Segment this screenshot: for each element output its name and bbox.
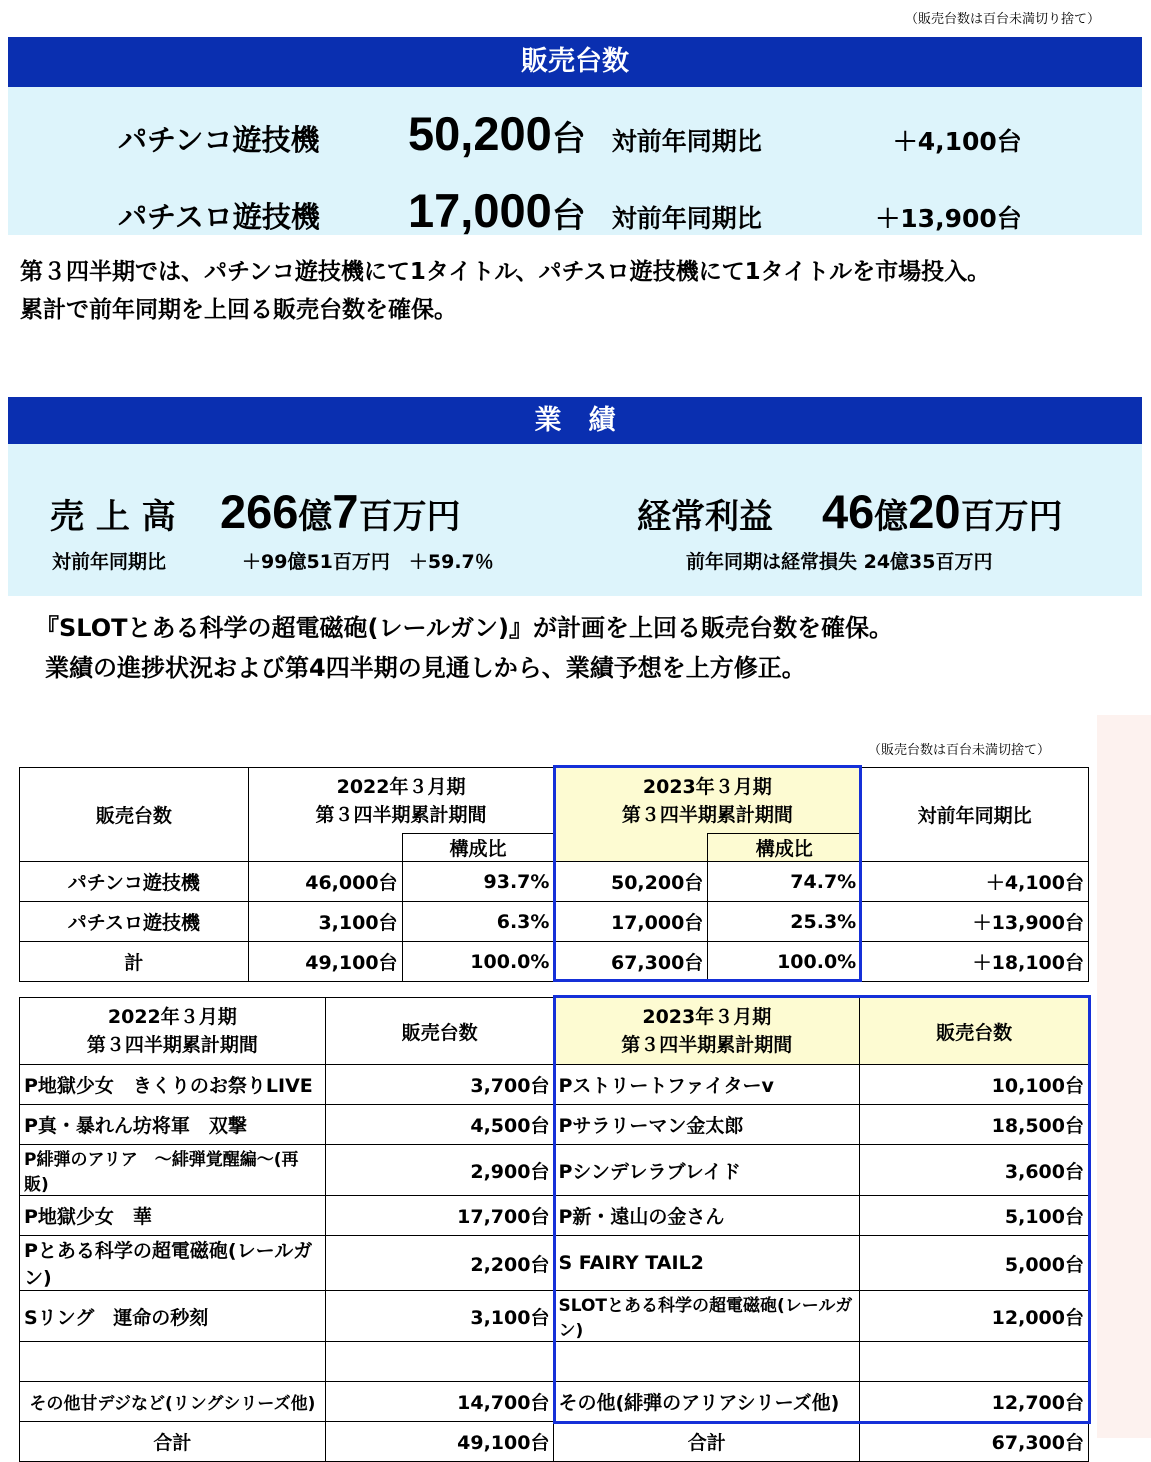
header-prev-ratio: 構成比 <box>402 834 554 862</box>
row-prev-units: 3,100台 <box>248 902 402 942</box>
table-row <box>20 862 1089 902</box>
row-prev-ratio: 6.3% <box>402 902 554 942</box>
lineup-header-prev-units: 販売台数 <box>325 998 554 1065</box>
header-cur-blank <box>554 834 708 862</box>
cur-units <box>860 1342 1089 1382</box>
row-cur-ratio: 74.7% <box>708 862 861 902</box>
cur-title: Pストリートファイターⅴ <box>554 1065 860 1105</box>
cur-title <box>554 1342 860 1382</box>
table-row <box>20 1342 1089 1382</box>
lineup-header-prev-period: 2022年３月期 第３四半期累計期間 <box>20 998 326 1065</box>
table-row <box>20 1382 1089 1422</box>
profit-label: 経常利益 <box>637 497 773 537</box>
prev-title: その他甘デジなど(リングシリーズ他) <box>20 1382 326 1422</box>
cur-units: 12,700台 <box>860 1382 1089 1422</box>
revenue-unit1: 億 <box>298 497 333 537</box>
cur-units: 5,000台 <box>860 1236 1089 1291</box>
results-section-header: 業 績 <box>8 397 1142 444</box>
row-yoy: ＋13,900台 <box>861 902 1089 942</box>
cur-units: 3,600台 <box>860 1145 1089 1196</box>
prev-units: 2,200台 <box>325 1236 554 1291</box>
sales-comment-line1: 第３四半期では、パチンコ遊技機にて1タイトル、パチスロ遊技機にて1タイトルを市場投入。 <box>20 259 991 285</box>
table-row <box>20 1065 1089 1105</box>
prev-units: 2,900台 <box>325 1145 554 1196</box>
sales-row-label: パチンコ遊技機 <box>118 123 320 157</box>
revenue-yoy <box>52 547 494 574</box>
prev-units: 3,700台 <box>325 1065 554 1105</box>
header-category: 販売台数 <box>20 768 249 862</box>
table-row <box>20 1105 1089 1145</box>
row-prev-ratio: 93.7% <box>402 862 554 902</box>
table-row <box>20 1236 1089 1291</box>
row-cur-units: 17,000台 <box>554 902 708 942</box>
profit-unit1: 億 <box>874 497 909 537</box>
table-row <box>20 902 1089 942</box>
sales-comment-line2: 累計で前年同期を上回る販売台数を確保。 <box>20 297 457 323</box>
sales-row-compare-value: ＋13,900台 <box>875 204 1022 233</box>
sales-row-pachinko <box>118 106 1022 161</box>
table-row <box>20 1291 1089 1342</box>
cur-title: Pシンデレラブレイド <box>554 1145 860 1196</box>
cur-title: P新・遠山の金さん <box>554 1196 860 1236</box>
table-row <box>20 1196 1089 1236</box>
table-rounding-note: （販売台数は百台未満切捨て） <box>868 743 1051 758</box>
results-comment <box>35 608 1135 688</box>
sales-row-unit: 台 <box>551 196 586 236</box>
lineup-header-cur-period: 2023年３月期 第３四半期累計期間 <box>554 998 860 1065</box>
revenue-num2: 7 <box>332 485 359 538</box>
revenue-label: 売 上 高 <box>50 497 176 537</box>
header-prev-blank <box>248 834 402 862</box>
sales-row-value: 17,000 <box>408 184 552 237</box>
title-lineup-table <box>19 997 1089 1462</box>
cur-units: 18,500台 <box>860 1105 1089 1145</box>
prev-total-units: 49,100台 <box>325 1422 554 1462</box>
lineup-total-row <box>20 1422 1089 1462</box>
prev-title <box>20 1342 326 1382</box>
sales-row-value: 50,200 <box>408 107 552 160</box>
row-yoy: ＋18,100台 <box>861 942 1089 982</box>
sales-row-unit: 台 <box>551 119 586 159</box>
cur-total-label: 合計 <box>554 1422 860 1462</box>
prev-title: Sリング 運命の秒刻 <box>20 1291 326 1342</box>
row-label: 計 <box>20 942 249 982</box>
sales-row-compare-label: 対前年同期比 <box>611 204 762 233</box>
prev-units <box>325 1342 554 1382</box>
header-yoy: 対前年同期比 <box>861 768 1089 862</box>
cur-title: その他(緋弾のアリアシリーズ他) <box>554 1382 860 1422</box>
revenue-yoy-value: ＋99億51百万円 ＋59.7％ <box>242 551 494 573</box>
cur-total-units: 67,300台 <box>860 1422 1089 1462</box>
prev-title: P地獄少女 華 <box>20 1196 326 1236</box>
cur-units: 5,100台 <box>860 1196 1089 1236</box>
sales-row-compare-value: ＋4,100台 <box>892 127 1022 156</box>
results-comment-line1: 『SLOTとある科学の超電磁砲(レールガン)』が計画を上回る販売台数を確保。 <box>35 614 893 642</box>
table-total-row <box>20 942 1089 982</box>
table-row <box>20 1145 1089 1196</box>
profit-num2: 20 <box>908 485 961 538</box>
sales-row-label: パチスロ遊技機 <box>118 200 320 234</box>
lineup-header-cur-units: 販売台数 <box>860 998 1089 1065</box>
revenue-num1: 266 <box>220 485 299 538</box>
cur-units: 12,000台 <box>860 1291 1089 1342</box>
row-prev-units: 49,100台 <box>248 942 402 982</box>
header-prev-period: 2022年３月期 第３四半期累計期間 <box>248 768 554 834</box>
row-cur-units: 67,300台 <box>554 942 708 982</box>
sales-section-header: 販売台数 <box>8 37 1142 87</box>
cur-title: SLOTとある科学の超電磁砲(レールガン) <box>554 1291 860 1342</box>
prev-units: 3,100台 <box>325 1291 554 1342</box>
sales-row-compare-label: 対前年同期比 <box>611 127 762 156</box>
row-prev-units: 46,000台 <box>248 862 402 902</box>
side-strip <box>1097 715 1151 1438</box>
row-yoy: ＋4,100台 <box>861 862 1089 902</box>
revenue-yoy-label: 対前年同期比 <box>52 551 167 573</box>
ordinary-profit-figure <box>637 484 1063 539</box>
table-header-row <box>20 768 1089 834</box>
revenue-figure <box>50 484 461 539</box>
prev-title: P真・暴れん坊将軍 双撃 <box>20 1105 326 1145</box>
cur-title: S FAIRY TAIL2 <box>554 1236 860 1291</box>
cur-units: 10,100台 <box>860 1065 1089 1105</box>
profit-unit2: 百万円 <box>960 497 1063 537</box>
row-label: パチスロ遊技機 <box>20 902 249 942</box>
prev-units: 17,700台 <box>325 1196 554 1236</box>
lineup-header-row <box>20 998 1089 1065</box>
prev-title: P地獄少女 きくりのお祭りLIVE <box>20 1065 326 1105</box>
prev-units: 4,500台 <box>325 1105 554 1145</box>
prev-total-label: 合計 <box>20 1422 326 1462</box>
results-comment-line2: 業績の進捗状況および第4四半期の見通しから、業績予想を上方修正。 <box>45 654 806 682</box>
prev-units: 14,700台 <box>325 1382 554 1422</box>
rounding-note: （販売台数は百台未満切り捨て） <box>905 12 1101 27</box>
prev-title: P緋弾のアリア ～緋弾覚醒編～(再販) <box>20 1145 326 1196</box>
header-cur-ratio: 構成比 <box>708 834 861 862</box>
revenue-unit2: 百万円 <box>358 497 461 537</box>
row-prev-ratio: 100.0% <box>402 942 554 982</box>
row-label: パチンコ遊技機 <box>20 862 249 902</box>
sales-comment <box>20 253 1145 329</box>
profit-prior-note: 前年同期は経常損失 24億35百万円 <box>686 551 993 573</box>
profit-num1: 46 <box>822 485 875 538</box>
sales-row-pachislot <box>118 183 1022 238</box>
row-cur-ratio: 25.3% <box>708 902 861 942</box>
prev-title: Pとある科学の超電磁砲(レールガン) <box>20 1236 326 1291</box>
sales-units-table <box>19 767 1089 982</box>
row-cur-units: 50,200台 <box>554 862 708 902</box>
row-cur-ratio: 100.0% <box>708 942 861 982</box>
header-cur-period: 2023年３月期 第３四半期累計期間 <box>554 768 861 834</box>
cur-title: Pサラリーマン金太郎 <box>554 1105 860 1145</box>
